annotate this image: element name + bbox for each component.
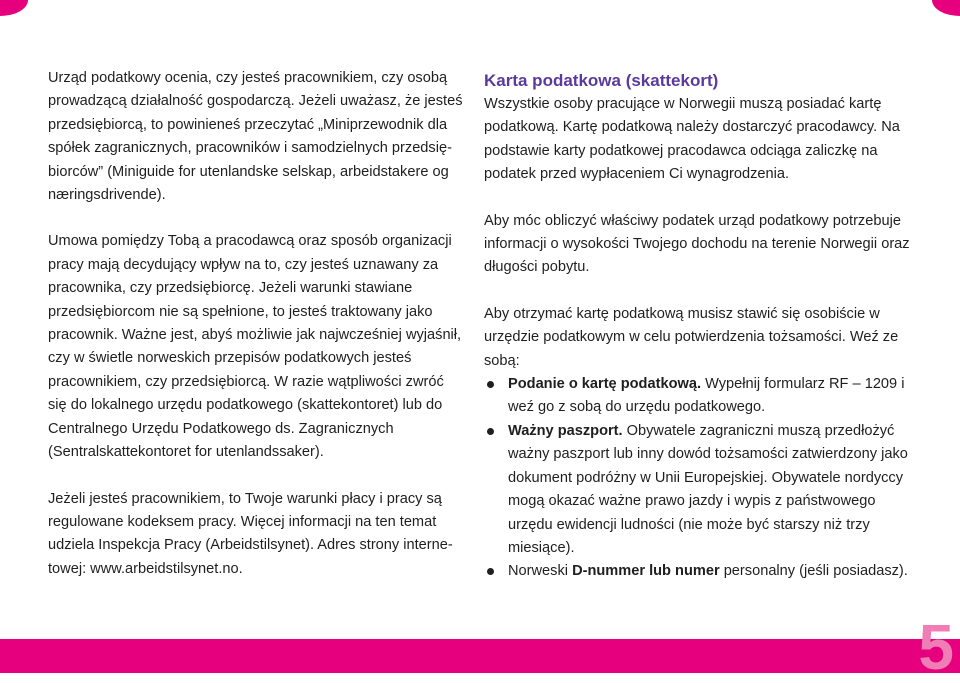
left-column — [48, 67, 466, 581]
bottom-accent-bar — [0, 639, 960, 673]
required-documents-list — [484, 373, 910, 584]
paragraph-tax-card-required: Wszystkie osoby pracujące w Norwegii muszą posiadać kartę podatkową. Kartę podatkową należy dostarczyć pracodawcy. Na podstawie karty podatkowej pracodawca odciąga zaliczkę na podatek przed wypłaceniem Ci wynagrodzenia. — [484, 96, 900, 183]
list-item — [484, 373, 910, 420]
list-item-text: Obywatele zagraniczni muszą przedłożyć ważny paszport lub inny dowód tożsamości zatwierdzony jako dokument podróżny w Unii Europejskiej. Obywatele nordyccy mogą okazać ważne prawo jazdy i wypis z państwowego urzędu ewidencji ludności (nie może być starszy niż trzy miesiące). — [508, 422, 908, 556]
section-heading-tax-card: Karta podatkowa (skattekort) — [484, 71, 719, 90]
top-left-corner-decoration — [0, 0, 28, 16]
bullet-icon — [487, 568, 494, 575]
list-item-bold: Ważny paszport. — [508, 422, 623, 439]
bullet-icon — [487, 381, 494, 388]
list-item — [484, 420, 910, 560]
list-item-bold: Podanie o kartę podatkową. — [508, 376, 702, 393]
list-item-text: Wypełnij formularz RF – 1209 i weź go z sobą do urzędu podatkowego. — [508, 376, 905, 416]
right-column — [484, 67, 910, 584]
paragraph-labour-inspection: Jeżeli jesteś pracownikiem, to Twoje warunki płacy i pracy są regulowane kodeksem pracy. Więcej informacji na ten temat udziela Inspekcja Pracy (Arbeidstilsynet). Adres strony internetowej: www.arbeidstilsynet.no. — [48, 490, 453, 577]
paragraph-employment-contract: Umowa pomiędzy Tobą a pracodawcą oraz sposób organizacji pracy mają decydujący wpływ na to, czy jesteś uznawany za pracownika, czy przedsiębiorcę. Jeżeli warunki stawiane przedsiębiorcom nie są spełnione, to jesteś traktowany jako pracownik. Ważne jest, abyś możliwie jak najwcześniej wyjaśnił, czy w świetle norweskich przepisów podatkowych jesteś pracownikiem, czy przedsiębiorcą. W razie wątpliwości zwróć się do lokalnego urzędu podatkowego (skattekontoret) lub do Centralnego Urzędu Podatkowego ds. Zagranicznych (Sentralskattekontoret for utenlandssaker). — [48, 233, 462, 461]
page-number: 5 — [918, 611, 954, 683]
list-item-text: personalny (jeśli posiadasz). — [719, 563, 908, 580]
list-item-bold: D-nummer lub numer — [572, 563, 720, 580]
paragraph-bring-documents: Aby otrzymać kartę podatkową musisz stawić się osobiście w urzędzie podatkowym w celu potwierdzenia tożsamości. Weź ze sobą: — [484, 305, 899, 369]
paragraph-income-info: Aby móc obliczyć właściwy podatek urząd podatkowy potrzebuje informacji o wysokości Twojego dochodu na terenie Norwegii oraz długości pobytu. — [484, 212, 910, 276]
bullet-icon — [487, 428, 494, 435]
paragraph-employee-or-entrepreneur: Urząd podatkowy ocenia, czy jesteś pracownikiem, czy osobą prowadzącą działalność gospodarczą. Jeżeli uważasz, że jesteś przedsiębiorcą, to powinieneś przeczytać „Miniprzewodnik dla spółek zagranicznych, pracowników i samodzielnych przedsiębiorców” (Miniguide for utenlandske selskap, arbeidstakere og næringsdrivende). — [48, 70, 463, 204]
list-item-prefix: Norweski — [508, 563, 573, 580]
top-right-corner-decoration — [932, 0, 960, 16]
list-item — [484, 560, 910, 583]
